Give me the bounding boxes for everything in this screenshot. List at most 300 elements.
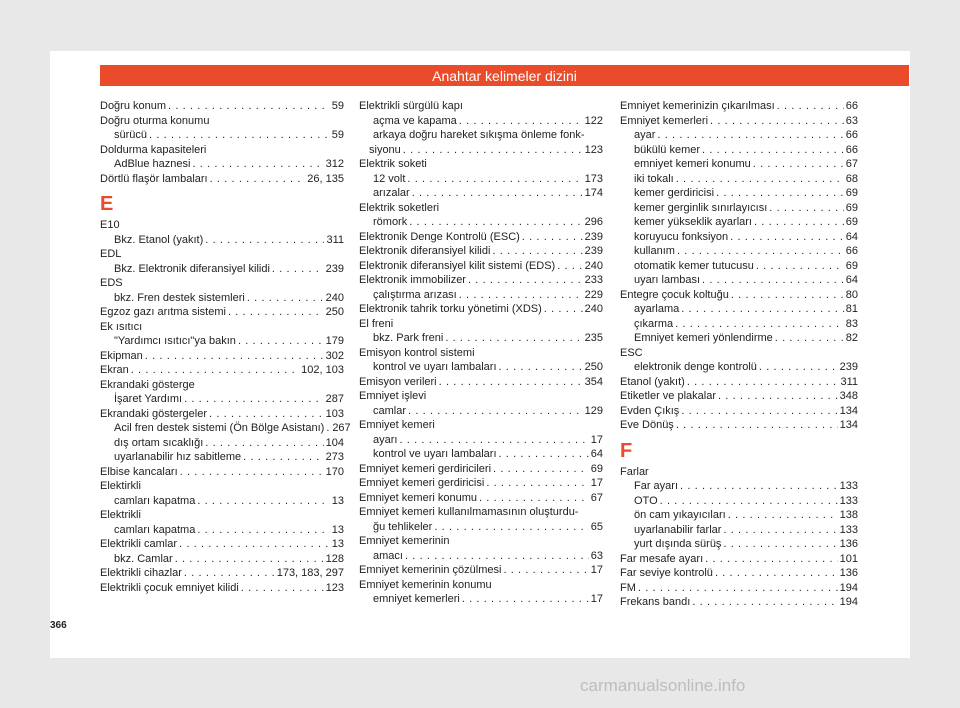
entry-page: 69 (590, 462, 603, 475)
leader-dots (445, 331, 582, 346)
entry-page: 66 (845, 143, 858, 156)
entry-term: El freni (359, 317, 394, 330)
leader-dots (499, 447, 589, 462)
leader-dots (405, 549, 589, 564)
entry-page: 173, 183, 297 (276, 567, 344, 579)
entry-page: 123 (325, 581, 344, 594)
entry-page: 66 (845, 129, 858, 141)
entry-term: Elektrik soketleri (359, 201, 440, 214)
entry-page: 68 (845, 172, 858, 185)
entry-page: 235 (584, 332, 603, 344)
index-entry (620, 288, 858, 303)
entry-term: Emniyet kemeri gerdiricisi (359, 477, 485, 489)
entry-term: amacı (373, 549, 403, 562)
entry-page: 67 (845, 158, 858, 170)
leader-dots (775, 331, 844, 346)
entry-term: kontrol ve uyarı lambaları (373, 361, 497, 373)
entry-page: 250 (584, 361, 603, 373)
entry-term: iki tokalı (634, 172, 674, 185)
index-entry (100, 537, 344, 552)
index-entry (100, 99, 344, 114)
index-entry (620, 99, 858, 114)
leader-dots (486, 476, 588, 491)
entry-term: Elektronik diferansiyel kilit sistemi (EDS) (359, 259, 556, 272)
leader-dots (492, 244, 582, 259)
index-entry (359, 592, 603, 607)
entry-term: Emniyet işlevi (359, 390, 427, 402)
entry-page: 65 (590, 520, 603, 533)
entry-term: Egzoz gazı arıtma sistemi (100, 306, 226, 318)
entry-page: 239 (839, 361, 858, 373)
leader-dots (710, 114, 844, 129)
entry-page: 133 (839, 523, 858, 536)
leader-dots (769, 201, 843, 216)
entry-page: 122 (584, 114, 603, 127)
leader-dots (754, 215, 844, 230)
index-entry (359, 549, 603, 564)
entry-page: 80 (845, 288, 858, 301)
entry-term: Frekans bandı (620, 596, 691, 608)
index-entry (359, 157, 603, 172)
entry-page: 134 (839, 419, 858, 431)
entry-page: 69 (845, 259, 858, 272)
index-column-2 (359, 99, 603, 607)
entry-term: Bkz. Etanol (yakıt) (114, 233, 204, 246)
section-letter: F (620, 439, 633, 462)
entry-page: 312 (325, 158, 344, 170)
leader-dots (228, 305, 324, 320)
entry-page: 239 (584, 230, 603, 243)
entry-term: uyarı lambası (634, 274, 701, 286)
entry-page: 179 (325, 335, 344, 347)
entry-term: uyarlanabilir hız sabitleme (114, 451, 242, 463)
entry-page: 64 (845, 274, 858, 286)
entry-page: 173 (584, 172, 603, 185)
leader-dots (753, 157, 844, 172)
leader-dots (168, 99, 330, 114)
entry-term: Emisyon verileri (359, 375, 437, 388)
entry-term: ayar (634, 129, 656, 141)
index-entry (100, 552, 344, 567)
entry-term: "Yardımcı ısıtıcı"ya bakın (114, 335, 236, 347)
index-entry (620, 479, 858, 494)
index-entry (620, 331, 858, 346)
entry-term: Emniyet kemerinizin çıkarılması (620, 100, 775, 112)
entry-term: ayarı (373, 433, 398, 446)
entry-term: Elbise kancaları (100, 465, 178, 478)
leader-dots (184, 566, 275, 581)
leader-dots (149, 128, 330, 143)
index-entry (359, 331, 603, 346)
entry-page: 354 (584, 375, 603, 388)
entry-page: 83 (845, 317, 858, 330)
index-entry (359, 404, 603, 419)
entry-page: 267 (332, 422, 351, 434)
index-entry (100, 305, 344, 320)
entry-term: Elektronik immobilizer (359, 274, 466, 286)
leader-dots (175, 552, 324, 567)
entry-term: Emniyet kemerinin konumu (359, 578, 492, 591)
entry-term: Acil fren destek sistemi (Ön Bölge Asistanı) (114, 422, 325, 434)
entry-term: Ekrandaki gösterge (100, 378, 195, 391)
entry-page: 82 (845, 332, 858, 344)
leader-dots (731, 288, 844, 303)
leader-dots (777, 99, 844, 114)
entry-term: Emniyet kemeri konumu (359, 491, 477, 504)
entry-term: EDL (100, 248, 122, 260)
entry-page: 66 (845, 245, 858, 257)
leader-dots (205, 233, 324, 248)
entry-page: 123 (584, 143, 603, 156)
leader-dots (409, 215, 582, 230)
entry-term: ayarlama (634, 303, 680, 315)
entry-page: 311 (326, 233, 344, 246)
index-entry (620, 273, 858, 288)
leader-dots (544, 302, 583, 317)
entry-term: Elektronik diferansiyel kilidi (359, 245, 491, 257)
index-entry (620, 389, 858, 404)
index-entry (620, 302, 858, 317)
index-entry (620, 418, 858, 433)
leader-dots (657, 128, 843, 143)
entry-term: kemer gerginlik sınırlayıcısı (634, 201, 768, 214)
entry-term: Eve Dönüş (620, 419, 674, 431)
entry-term: Emniyet kemerleri (620, 114, 709, 127)
index-entry (359, 491, 603, 506)
index-entry (620, 552, 858, 567)
entry-page: 273 (325, 451, 344, 463)
index-entry (100, 523, 344, 538)
index-entry (359, 172, 603, 187)
entry-page: 233 (584, 274, 603, 286)
index-entry (359, 273, 603, 288)
entry-term: Elektirkli (100, 480, 141, 492)
entry-term: Etanol (yakıt) (620, 375, 685, 388)
index-entry (359, 389, 603, 404)
entry-page: 17 (590, 564, 603, 576)
entry-term: Doğru oturma konumu (100, 114, 210, 127)
entry-page: 13 (331, 523, 344, 536)
index-entry (620, 494, 858, 509)
entry-term: çıkarma (634, 317, 674, 330)
index-entry (359, 114, 603, 129)
entry-term: OTO (634, 494, 658, 507)
entry-term: kemer gerdiricisi (634, 187, 715, 199)
index-entry (359, 186, 603, 201)
index-entry (620, 360, 858, 375)
entry-term: Emniyet kemeri yönlendirme (634, 332, 773, 344)
leader-dots (131, 363, 299, 378)
entry-term: ESC (620, 346, 643, 359)
index-entry (100, 421, 351, 436)
index-entry (359, 288, 603, 303)
leader-dots (759, 360, 838, 375)
entry-term: Evden Çıkış (620, 404, 680, 417)
entry-term: Elektronik Denge Kontrolü (ESC) (359, 230, 520, 243)
leader-dots (503, 563, 588, 578)
index-entry (100, 291, 344, 306)
entry-page: 170 (325, 465, 344, 478)
leader-dots (692, 595, 837, 610)
index-entry (100, 334, 344, 349)
index-entry (620, 143, 858, 158)
entry-term: Elektrikli sürgülü kapı (359, 100, 463, 112)
leader-dots (676, 172, 844, 187)
index-entry (100, 494, 344, 509)
entry-page: 133 (839, 494, 858, 507)
index-entry (100, 320, 344, 335)
leader-dots (676, 418, 838, 433)
index-entry (100, 436, 344, 451)
leader-dots (403, 143, 583, 158)
index-entry (100, 407, 344, 422)
index-page (50, 51, 910, 658)
entry-page: 59 (331, 129, 344, 141)
entry-term: arızalar (373, 187, 410, 199)
entry-term: Dörtlü flaşör lambaları (100, 172, 208, 185)
entry-page: 194 (839, 581, 858, 594)
entry-page: 348 (839, 390, 858, 402)
leader-dots (180, 465, 324, 480)
index-entry (100, 465, 344, 480)
index-entry (359, 476, 603, 491)
entry-page: 240 (584, 259, 603, 272)
entry-page: 67 (590, 491, 603, 504)
leader-dots (192, 157, 323, 172)
index-entry (100, 143, 344, 158)
entry-term: emniyet kemerleri (373, 593, 460, 605)
entry-term: Far ayarı (634, 480, 679, 492)
leader-dots (756, 259, 844, 274)
leader-dots (715, 566, 838, 581)
entry-page: 59 (331, 100, 344, 112)
index-entry (620, 259, 858, 274)
index-entry (359, 375, 603, 390)
entry-term: bükülü kemer (634, 143, 701, 156)
leader-dots (197, 494, 329, 509)
leader-dots (459, 288, 583, 303)
entry-term: çalıştırma arızası (373, 288, 457, 301)
entry-page: 63 (845, 114, 858, 127)
entry-term: Far seviye kontrolü (620, 567, 713, 579)
index-entry (620, 244, 858, 259)
entry-page: 302 (325, 349, 344, 362)
entry-term: kemer yükseklik ayarları (634, 216, 752, 228)
leader-dots (687, 375, 839, 390)
leader-dots (412, 186, 583, 201)
entry-page: 239 (325, 262, 344, 275)
entry-term: Entegre çocuk koltuğu (620, 288, 729, 301)
leader-dots (660, 494, 838, 509)
entry-term: 12 volt (373, 172, 406, 185)
leader-dots (730, 230, 844, 245)
index-entry (620, 114, 858, 129)
index-entry (620, 523, 858, 538)
index-entry (100, 262, 344, 277)
index-entry (620, 508, 858, 523)
leader-dots (522, 230, 583, 245)
entry-page: 311 (840, 375, 858, 388)
entry-term: Emniyet kemerinin çözülmesi (359, 564, 502, 576)
leader-dots (468, 273, 583, 288)
leader-dots (197, 523, 329, 538)
entry-term: yurt dışında sürüş (634, 538, 722, 550)
entry-term: Emniyet kemeri (359, 419, 435, 431)
entry-term: Emniyet kemeri kullanılmamasının oluşturdu- (359, 506, 579, 518)
leader-dots (493, 462, 589, 477)
entry-term: Elektrikli cihazlar (100, 567, 182, 579)
index-entry (100, 114, 344, 129)
entry-page: 103 (325, 407, 344, 420)
index-entry (100, 128, 344, 143)
entry-term: Ek ısıtıcı (100, 320, 143, 333)
entry-page: 128 (325, 552, 344, 565)
entry-term: elektronik denge kontrolü (634, 361, 757, 373)
index-entry (359, 259, 603, 274)
leader-dots (462, 592, 589, 607)
leader-dots (209, 407, 324, 422)
leader-dots (680, 479, 838, 494)
leader-dots (723, 537, 837, 552)
entry-term: Farlar (620, 465, 649, 478)
index-entry (100, 172, 344, 187)
entry-page: 17 (590, 593, 603, 605)
leader-dots (434, 520, 588, 535)
entry-term: camlar (373, 404, 407, 417)
index-entry (359, 505, 603, 520)
leader-dots (179, 537, 330, 552)
index-entry (359, 462, 603, 477)
leader-dots (675, 317, 844, 332)
entry-page: 64 (590, 448, 603, 460)
index-entry (620, 317, 858, 332)
index-banner: Anahtar kelimeler dizini (100, 65, 909, 86)
entry-page: 13 (331, 494, 344, 507)
index-entry (359, 346, 603, 361)
index-entry (620, 186, 858, 201)
index-entry (620, 581, 858, 596)
page-number: 366 (50, 620, 67, 631)
entry-page: 239 (584, 245, 603, 257)
entry-term: Elektronik tahrik torku yönetimi (XDS) (359, 303, 542, 315)
entry-term: Elektrikli çocuk emniyet kilidi (100, 581, 239, 594)
entry-page: 250 (325, 306, 344, 318)
entry-term: uyarlanabilir farlar (634, 523, 722, 536)
entry-term: camları kapatma (114, 523, 196, 536)
entry-term: Ekran (100, 364, 129, 376)
entry-term: Far mesafe ayarı (620, 552, 704, 565)
index-entry (620, 346, 858, 361)
index-entry (359, 201, 603, 216)
entry-page: 240 (325, 291, 344, 304)
entry-page: 138 (839, 509, 858, 521)
entry-term: E10 (100, 219, 120, 231)
index-entry (100, 276, 344, 291)
entry-term: ön cam yıkayıcıları (634, 509, 726, 521)
entry-term: koruyucu fonksiyon (634, 230, 729, 243)
leader-dots (557, 259, 582, 274)
entry-term: bkz. Park freni (373, 332, 444, 344)
leader-dots (705, 552, 838, 567)
index-entry (100, 349, 344, 364)
index-entry (620, 537, 858, 552)
index-entry (100, 581, 344, 596)
index-entry (100, 247, 344, 262)
leader-dots (326, 421, 330, 436)
entry-page: 81 (845, 303, 858, 315)
index-entry (100, 479, 344, 494)
index-entry (620, 201, 858, 216)
index-entry (359, 302, 603, 317)
index-entry (100, 392, 344, 407)
leader-dots (184, 392, 324, 407)
index-entry (100, 218, 344, 233)
entry-term: Bkz. Elektronik diferansiyel kilidi (114, 262, 270, 275)
index-entry (100, 363, 344, 378)
leader-dots (702, 273, 844, 288)
entry-term: sürücü (114, 129, 148, 141)
entry-page: 26, 135 (307, 172, 344, 185)
leader-dots (145, 349, 324, 364)
index-entry (359, 230, 603, 245)
entry-term: Emisyon kontrol sistemi (359, 346, 475, 359)
leader-dots (247, 291, 324, 306)
index-entry (620, 215, 858, 230)
entry-term: FM (620, 581, 636, 594)
index-entry (620, 375, 858, 390)
leader-dots (681, 404, 837, 419)
index-entry (359, 578, 603, 593)
leader-dots (407, 172, 582, 187)
entry-page: 194 (839, 596, 858, 608)
entry-page: 69 (845, 187, 858, 199)
entry-term: kullanım (634, 245, 675, 257)
leader-dots (718, 389, 838, 404)
entry-term: Elektrik soketi (359, 158, 427, 170)
index-entry (100, 566, 344, 581)
entry-page: 17 (590, 433, 603, 446)
entry-page: 69 (845, 216, 858, 228)
entry-term: siyonu (369, 143, 401, 156)
entry-term: açma ve kapama (373, 114, 457, 127)
leader-dots (459, 114, 583, 129)
leader-dots (210, 172, 306, 187)
entry-term: Doldurma kapasiteleri (100, 143, 207, 156)
entry-term: Emniyet kemerinin (359, 535, 450, 547)
leader-dots (439, 375, 583, 390)
entry-page: 240 (584, 303, 603, 315)
entry-page: 13 (331, 538, 344, 550)
entry-term: Emniyet kemeri gerdiricileri (359, 462, 492, 475)
leader-dots (723, 523, 837, 538)
index-entry (620, 157, 858, 172)
index-entry (100, 157, 344, 172)
entry-term: Ekrandaki göstergeler (100, 407, 208, 420)
leader-dots (241, 581, 324, 596)
entry-term: Elektrikli (100, 509, 141, 521)
entry-term: camları kapatma (114, 494, 196, 507)
entry-term: römork (373, 216, 408, 228)
entry-page: 136 (839, 538, 858, 550)
entry-page: 69 (845, 201, 858, 214)
entry-term: dış ortam sıcaklığı (114, 436, 204, 449)
index-entry (620, 566, 858, 581)
entry-page: 104 (325, 436, 344, 449)
leader-dots (677, 244, 844, 259)
leader-dots (272, 262, 324, 277)
leader-dots (499, 360, 583, 375)
index-entry (359, 128, 603, 143)
